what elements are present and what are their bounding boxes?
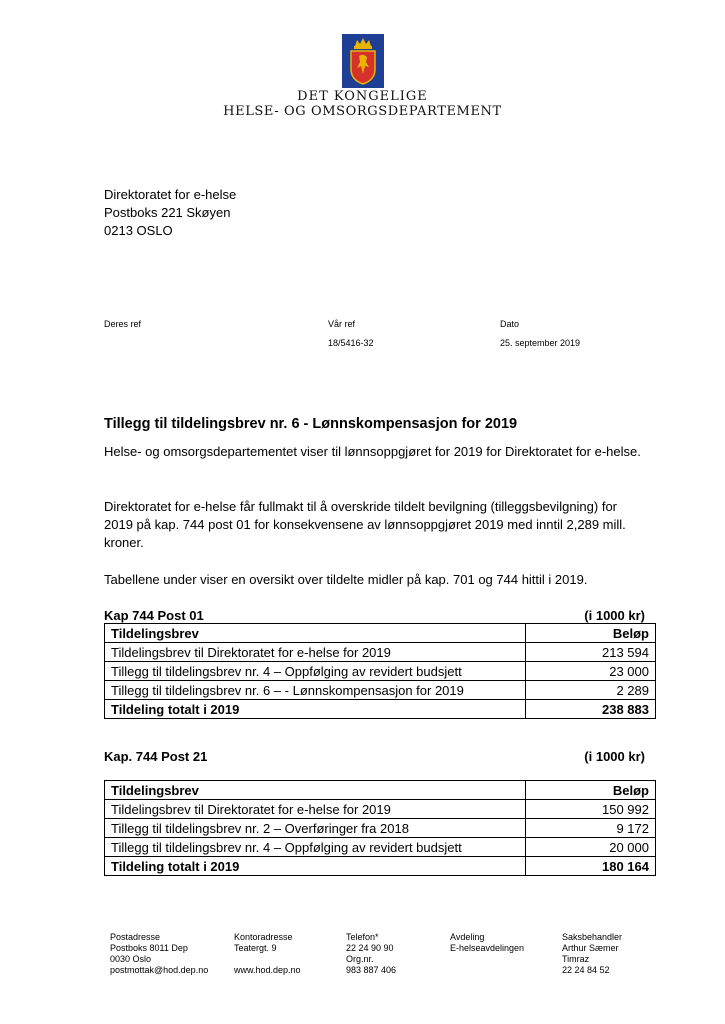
table2-unit: (i 1000 kr) [584,749,645,764]
header-tildelingsbrev: Tildelingsbrev [105,781,526,800]
footer-telefon [346,932,396,976]
var-ref-label: Vår ref [328,319,356,329]
table1-unit: (i 1000 kr) [584,608,645,623]
budget-table-post21 [104,780,656,876]
footer-postadresse-label: Postadresse [110,932,161,942]
table2-title: Kap. 744 Post 21 [104,749,208,764]
dato-label: Dato [500,319,520,329]
footer-email[interactable]: postmottak@hod.dep.no [110,965,209,975]
paragraph-3: Tabellene under viser en oversikt over tildelte midler på kap. 701 og 744 hittil i 2019. [104,572,588,587]
budget-table-post01 [104,623,656,719]
table-row [105,819,656,838]
footer-postboks: Postboks 8011 Dep [110,943,188,953]
footer-kontoradresse [234,932,301,976]
row-amount: 150 992 [526,800,656,819]
total-label: Tildeling totalt i 2019 [105,700,526,719]
recipient-postal: 0213 OSLO [104,223,173,238]
footer-avdeling-value: E-helseavdelingen [450,943,525,953]
letter-title: Tillegg til tildelingsbrev nr. 6 - Lønnskompensasjon for 2019 [104,416,518,432]
footer-orgnr: 983 887 406 [346,965,397,975]
footer-kontoradresse-label: Kontoradresse [234,932,293,942]
row-label: Tillegg til tildelingsbrev nr. 4 – Oppfølging av revidert budsjett [105,662,526,681]
deres-ref-label: Deres ref [104,319,142,329]
header-belop: Beløp [526,624,656,643]
footer-phone: 22 24 90 90 [346,943,394,953]
footer-saksbehandler-label: Saksbehandler [562,932,623,942]
coat-of-arms-logo [0,34,725,88]
header-belop: Beløp [526,781,656,800]
footer-saksbehandler-surname: Timraz [562,954,590,964]
total-amount: 238 883 [526,700,656,719]
footer-street: Teatergt. 9 [234,943,277,953]
paragraph-2: Direktoratet for e-helse får fullmakt til å overskride tildelt bevilgning (tilleggsbevilgning) for 2019 på kap. 744 post 01 for konsekvensene av lønnsoppgjøret 2019 med inntil 2,289 mill. kroner. [104,499,626,550]
row-amount: 9 172 [526,819,656,838]
recipient-street: Postboks 221 Skøyen [104,205,231,220]
footer-avdeling-label: Avdeling [450,932,485,942]
row-amount: 23 000 [526,662,656,681]
total-label: Tildeling totalt i 2019 [105,857,526,876]
table-total-row [105,857,656,876]
footer-postal: 0030 Oslo [110,954,152,964]
table1-heading [104,608,645,623]
letterhead-line2: HELSE- OG OMSORGSDEPARTEMENT [223,104,502,119]
footer-saksbehandler-phone: 22 24 84 52 [562,965,610,975]
recipient-name: Direktoratet for e-helse [104,187,237,202]
table-row [105,662,656,681]
dato-value: 25. september 2019 [500,338,581,348]
footer-telefon-label: Telefon* [346,932,379,942]
coat-of-arms-icon [342,34,384,88]
row-label: Tillegg til tildelingsbrev nr. 6 – - Lønnskompensasjon for 2019 [105,681,526,700]
table-header-row [105,781,656,800]
footer-orgnr-label: Org.nr. [346,954,374,964]
total-amount: 180 164 [526,857,656,876]
table-row [105,643,656,662]
row-label: Tildelingsbrev til Direktoratet for e-helse for 2019 [105,800,526,819]
row-amount: 2 289 [526,681,656,700]
footer-website[interactable]: www.hod.dep.no [234,965,301,975]
row-label: Tillegg til tildelingsbrev nr. 4 – Oppfølging av revidert budsjett [105,838,526,857]
footer-saksbehandler-name: Arthur Sæmer [562,943,619,953]
footer-saksbehandler [562,932,622,976]
row-amount: 213 594 [526,643,656,662]
table-header-row [105,624,656,643]
table-row [105,838,656,857]
row-amount: 20 000 [526,838,656,857]
table2-heading [104,749,645,764]
footer-avdeling [450,932,524,954]
header-tildelingsbrev: Tildelingsbrev [105,624,526,643]
table-total-row [105,700,656,719]
footer-blank [234,954,301,965]
paragraph-1: Helse- og omsorgsdepartementet viser til lønnsoppgjøret for 2019 for Direktoratet for e-helse. [104,444,641,459]
footer-postadresse [110,932,208,976]
table-row [105,800,656,819]
letterhead-line1: DET KONGELIGE [297,89,428,104]
table-row [105,681,656,700]
row-label: Tildelingsbrev til Direktoratet for e-helse for 2019 [105,643,526,662]
row-label: Tillegg til tildelingsbrev nr. 2 – Overføringer fra 2018 [105,819,526,838]
var-ref-value: 18/5416-32 [328,338,374,348]
recipient-address [104,186,236,240]
table1-title: Kap 744 Post 01 [104,608,204,623]
